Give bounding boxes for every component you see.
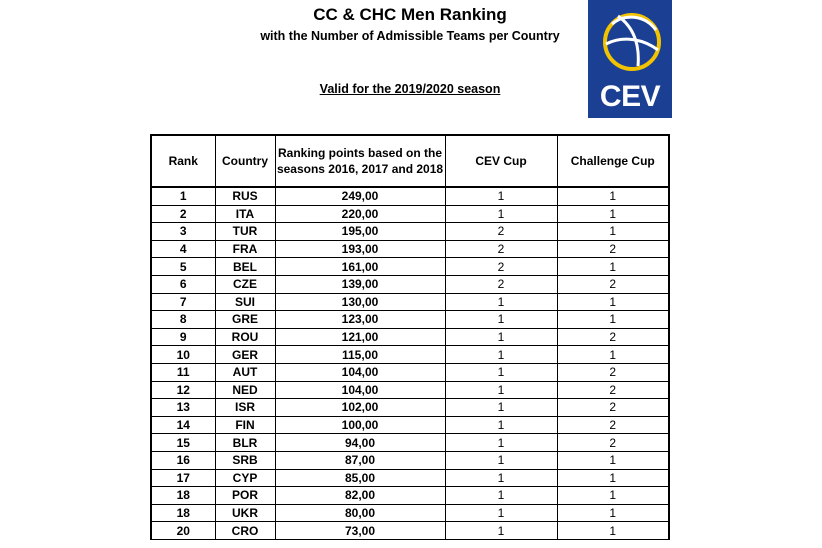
cell-rank: 18 [151,487,215,505]
cell-cev-cup: 1 [445,205,557,223]
table-row [151,328,669,346]
cell-cev-cup: 1 [445,399,557,417]
table-body [151,187,669,539]
cell-cev-cup: 2 [445,275,557,293]
cell-cev-cup: 2 [445,240,557,258]
cell-points: 115,00 [275,346,445,364]
table-row [151,223,669,241]
cell-country: CZE [215,275,275,293]
cell-cev-cup: 2 [445,223,557,241]
cell-challenge-cup: 2 [557,328,669,346]
cell-challenge-cup: 2 [557,275,669,293]
cell-points: 249,00 [275,187,445,205]
cell-rank: 13 [151,399,215,417]
cell-points: 100,00 [275,416,445,434]
column-header-rank: Rank [151,135,215,187]
cell-country: RUS [215,187,275,205]
cell-points: 123,00 [275,311,445,329]
cell-cev-cup: 1 [445,469,557,487]
cell-country: ROU [215,328,275,346]
table-row [151,363,669,381]
logo-text: CEV [599,80,661,113]
table-row [151,381,669,399]
table-row [151,346,669,364]
cell-rank: 15 [151,434,215,452]
cell-rank: 6 [151,275,215,293]
cell-country: TUR [215,223,275,241]
cell-rank: 10 [151,346,215,364]
cell-points: 193,00 [275,240,445,258]
cell-cev-cup: 1 [445,363,557,381]
table-row [151,487,669,505]
page-title: CC & CHC Men Ranking [313,5,507,24]
cell-challenge-cup: 1 [557,311,669,329]
cell-challenge-cup: 1 [557,487,669,505]
cell-country: SRB [215,451,275,469]
cell-points: 220,00 [275,205,445,223]
cell-cev-cup: 1 [445,187,557,205]
page-subtitle: with the Number of Admissible Teams per Country [260,29,560,43]
cell-rank: 9 [151,328,215,346]
cell-challenge-cup: 1 [557,346,669,364]
cell-rank: 5 [151,258,215,276]
cell-cev-cup: 1 [445,293,557,311]
cell-cev-cup: 1 [445,504,557,522]
cell-country: ITA [215,205,275,223]
cell-country: POR [215,487,275,505]
column-header-points: Ranking points based on the seasons 2016, 2017 and 2018 [275,135,445,187]
cell-rank: 18 [151,504,215,522]
cev-logo [588,0,672,118]
column-header-challenge-cup: Challenge Cup [557,135,669,187]
table-row [151,240,669,258]
cell-points: 195,00 [275,223,445,241]
cell-points: 87,00 [275,451,445,469]
cell-challenge-cup: 1 [557,293,669,311]
cell-challenge-cup: 2 [557,416,669,434]
cell-points: 130,00 [275,293,445,311]
cell-points: 85,00 [275,469,445,487]
cell-cev-cup: 1 [445,311,557,329]
cell-challenge-cup: 1 [557,205,669,223]
cell-challenge-cup: 1 [557,451,669,469]
cell-rank: 17 [151,469,215,487]
cell-cev-cup: 1 [445,434,557,452]
cell-cev-cup: 1 [445,522,557,540]
cell-points: 139,00 [275,275,445,293]
cell-challenge-cup: 1 [557,469,669,487]
cell-rank: 11 [151,363,215,381]
cell-cev-cup: 1 [445,381,557,399]
table-row [151,258,669,276]
cell-country: CYP [215,469,275,487]
ranking-table [150,134,670,540]
cell-rank: 12 [151,381,215,399]
cell-rank: 4 [151,240,215,258]
volleyball-icon [588,0,672,80]
cell-points: 104,00 [275,363,445,381]
cell-country: SUI [215,293,275,311]
table-row [151,504,669,522]
cell-points: 161,00 [275,258,445,276]
cell-rank: 8 [151,311,215,329]
cell-country: FIN [215,416,275,434]
column-header-country: Country [215,135,275,187]
table-row [151,469,669,487]
table-row [151,311,669,329]
cell-rank: 20 [151,522,215,540]
table-row [151,399,669,417]
cell-country: BLR [215,434,275,452]
cell-challenge-cup: 2 [557,399,669,417]
cell-challenge-cup: 2 [557,381,669,399]
cell-points: 94,00 [275,434,445,452]
validity-note: Valid for the 2019/2020 season [319,82,501,96]
cell-points: 82,00 [275,487,445,505]
cell-challenge-cup: 1 [557,522,669,540]
table-header-row [151,135,669,187]
cell-country: FRA [215,240,275,258]
table-row [151,416,669,434]
cell-country: BEL [215,258,275,276]
cell-challenge-cup: 2 [557,240,669,258]
table-row [151,187,669,205]
cell-points: 73,00 [275,522,445,540]
cell-rank: 3 [151,223,215,241]
cell-rank: 1 [151,187,215,205]
cell-points: 102,00 [275,399,445,417]
cell-points: 80,00 [275,504,445,522]
cell-country: CRO [215,522,275,540]
cell-cev-cup: 1 [445,416,557,434]
table-row [151,205,669,223]
table-row [151,434,669,452]
cell-points: 104,00 [275,381,445,399]
cell-cev-cup: 1 [445,451,557,469]
cell-country: GRE [215,311,275,329]
cell-points: 121,00 [275,328,445,346]
cell-cev-cup: 2 [445,258,557,276]
cell-rank: 16 [151,451,215,469]
cell-country: GER [215,346,275,364]
cell-cev-cup: 1 [445,487,557,505]
cell-country: UKR [215,504,275,522]
table-row [151,451,669,469]
table-row [151,522,669,540]
cell-rank: 14 [151,416,215,434]
cell-rank: 2 [151,205,215,223]
cell-challenge-cup: 1 [557,504,669,522]
cell-challenge-cup: 2 [557,363,669,381]
cell-rank: 7 [151,293,215,311]
cell-challenge-cup: 2 [557,434,669,452]
cell-challenge-cup: 1 [557,223,669,241]
table-row [151,275,669,293]
cell-country: ISR [215,399,275,417]
cell-country: NED [215,381,275,399]
cell-cev-cup: 1 [445,346,557,364]
table-row [151,293,669,311]
cell-country: AUT [215,363,275,381]
column-header-cev-cup: CEV Cup [445,135,557,187]
cell-cev-cup: 1 [445,328,557,346]
cell-challenge-cup: 1 [557,187,669,205]
cell-challenge-cup: 1 [557,258,669,276]
